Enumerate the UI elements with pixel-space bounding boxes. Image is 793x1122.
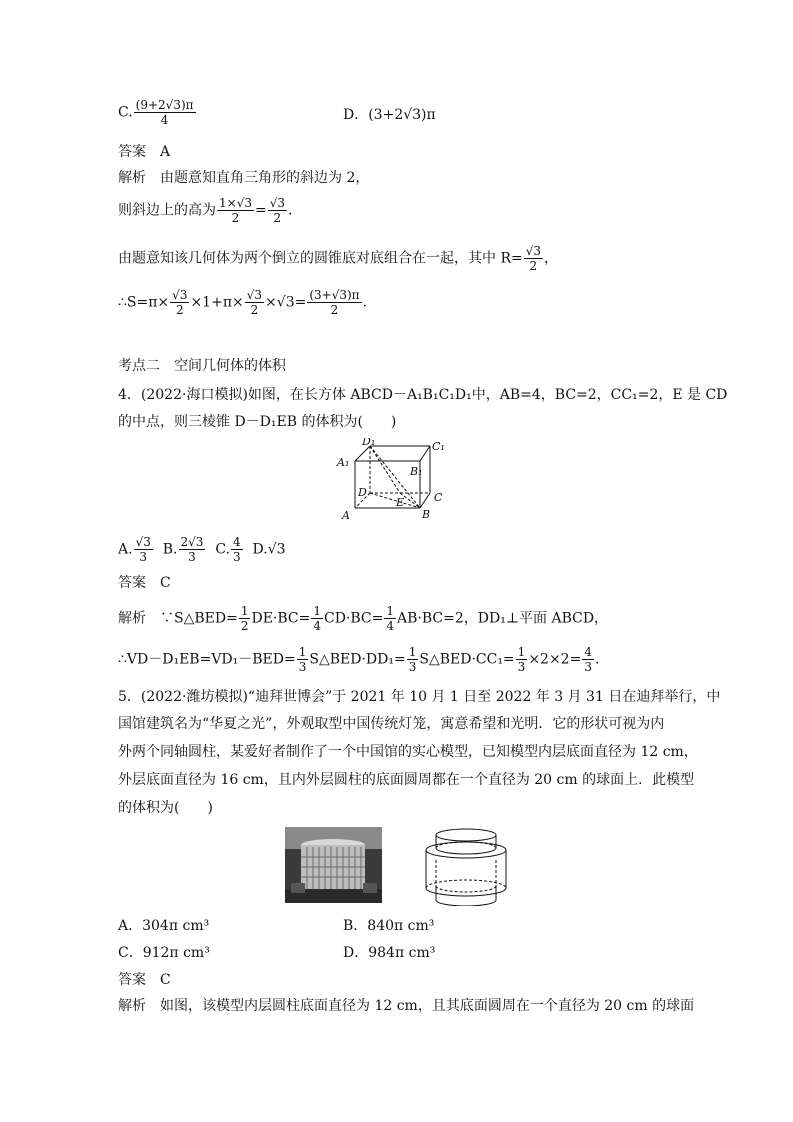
analysis-line: 由题意知该几何体为两个倒立的圆锥底对底组合在一起，其中 R= $\frac{√3}{2}$ ， <box>118 244 559 273</box>
section-title: 考点二 空间几何体的体积 <box>118 358 286 374</box>
analysis-line: ∴VD－D₁EB=VD₁－BED= $\frac{1}{3}$ S△BED·DD₁= $\frac{1}{3}$ S△BED·CC₁= $\frac{1}{3}$ ×2×2= $\frac{4}{3}$ . <box>118 645 600 674</box>
option-b: B．840π cm³ <box>343 918 435 934</box>
option-a: A．304π cm³ <box>118 918 210 934</box>
answer-label: 答案 A <box>118 144 171 160</box>
question-5-line1: 5．(2022·潍坊模拟)“迪拜世博会”于 2021 年 10 月 1 日至 2022 年 3 月 31 日在迪拜举行，中 <box>118 689 721 705</box>
analysis-line: 则斜边上的高为 $\frac{1\times√3}{2}$ = $\frac{√3}{2}$ . <box>118 196 293 225</box>
cylinder-figure <box>420 826 512 906</box>
option-c-prev: C. $\frac{(9+2√3)\pi}{4}$ <box>118 98 194 127</box>
question-5-line3: 外两个同轴圆柱，某爱好者制作了一个中国馆的实心模型，已知模型内层底面直径为 12 cm， <box>118 744 698 760</box>
label-e: E <box>396 496 405 509</box>
analysis-line: 解析 如图，该模型内层圆柱底面直径为 12 cm，且其底面圆周在一个直径为 20 cm 的球面 <box>118 998 695 1014</box>
option-d: D．984π cm³ <box>343 945 436 961</box>
fraction: $\frac{(9+2√3)\pi}{4}$ <box>135 98 194 127</box>
label-d1: D₁ <box>362 438 376 448</box>
question-5-line4: 外层底面直径为 16 cm，且内外层圆柱的底面圆周都在一个直径为 20 cm 的球面上．此模型 <box>118 772 695 788</box>
answer-label: 答案 C <box>118 575 171 591</box>
question-5-line2: 国馆建筑名为“华夏之光”，外观取型中国传统灯笼，寓意希望和光明．它的形状可视为内 <box>118 716 665 732</box>
label-c: C <box>434 491 443 504</box>
question-4-options: A. $\frac{√3}{3}$ B. $\frac{2√3}{3}$ C. $\frac{4}{3}$ D.√3 <box>118 535 286 564</box>
label-c1: C₁ <box>432 440 445 453</box>
label-a1: A₁ <box>337 456 350 469</box>
cuboid-figure <box>334 438 464 520</box>
analysis-line: 解析 ∵S△BED= $\frac{1}{2}$ DE·BC= $\frac{1}{4}$ CD·BC= $\frac{1}{4}$ AB·BC=2，DD₁⊥平面 ABCD， <box>118 604 609 633</box>
question-5-line5: 的体积为( ) <box>118 800 213 816</box>
label-a: A <box>342 509 350 520</box>
question-4-line2: 的中点，则三棱锥 D－D₁EB 的体积为( ) <box>118 414 397 430</box>
analysis-line: ∴S=π× $\frac{√3}{2}$ ×1+π× $\frac{√3}{2}$ ×√3= $\frac{(3+√3)\pi}{2}$ . <box>118 288 368 317</box>
label-b1: B₁ <box>410 465 423 478</box>
pavilion-photo <box>285 827 382 903</box>
analysis-line: 解析 由题意知直角三角形的斜边为 2， <box>118 170 370 186</box>
option-c: C．912π cm³ <box>118 945 210 961</box>
label-d: D <box>358 486 367 499</box>
question-4-line1: 4．(2022·海口模拟)如图，在长方体 ABCD－A₁B₁C₁D₁中，AB=4，BC=2，CC₁=2，E 是 CD <box>118 387 728 403</box>
label-b: B <box>422 508 431 520</box>
option-d-prev: D．(3+2√3)π <box>343 107 436 123</box>
answer-label: 答案 C <box>118 972 171 988</box>
